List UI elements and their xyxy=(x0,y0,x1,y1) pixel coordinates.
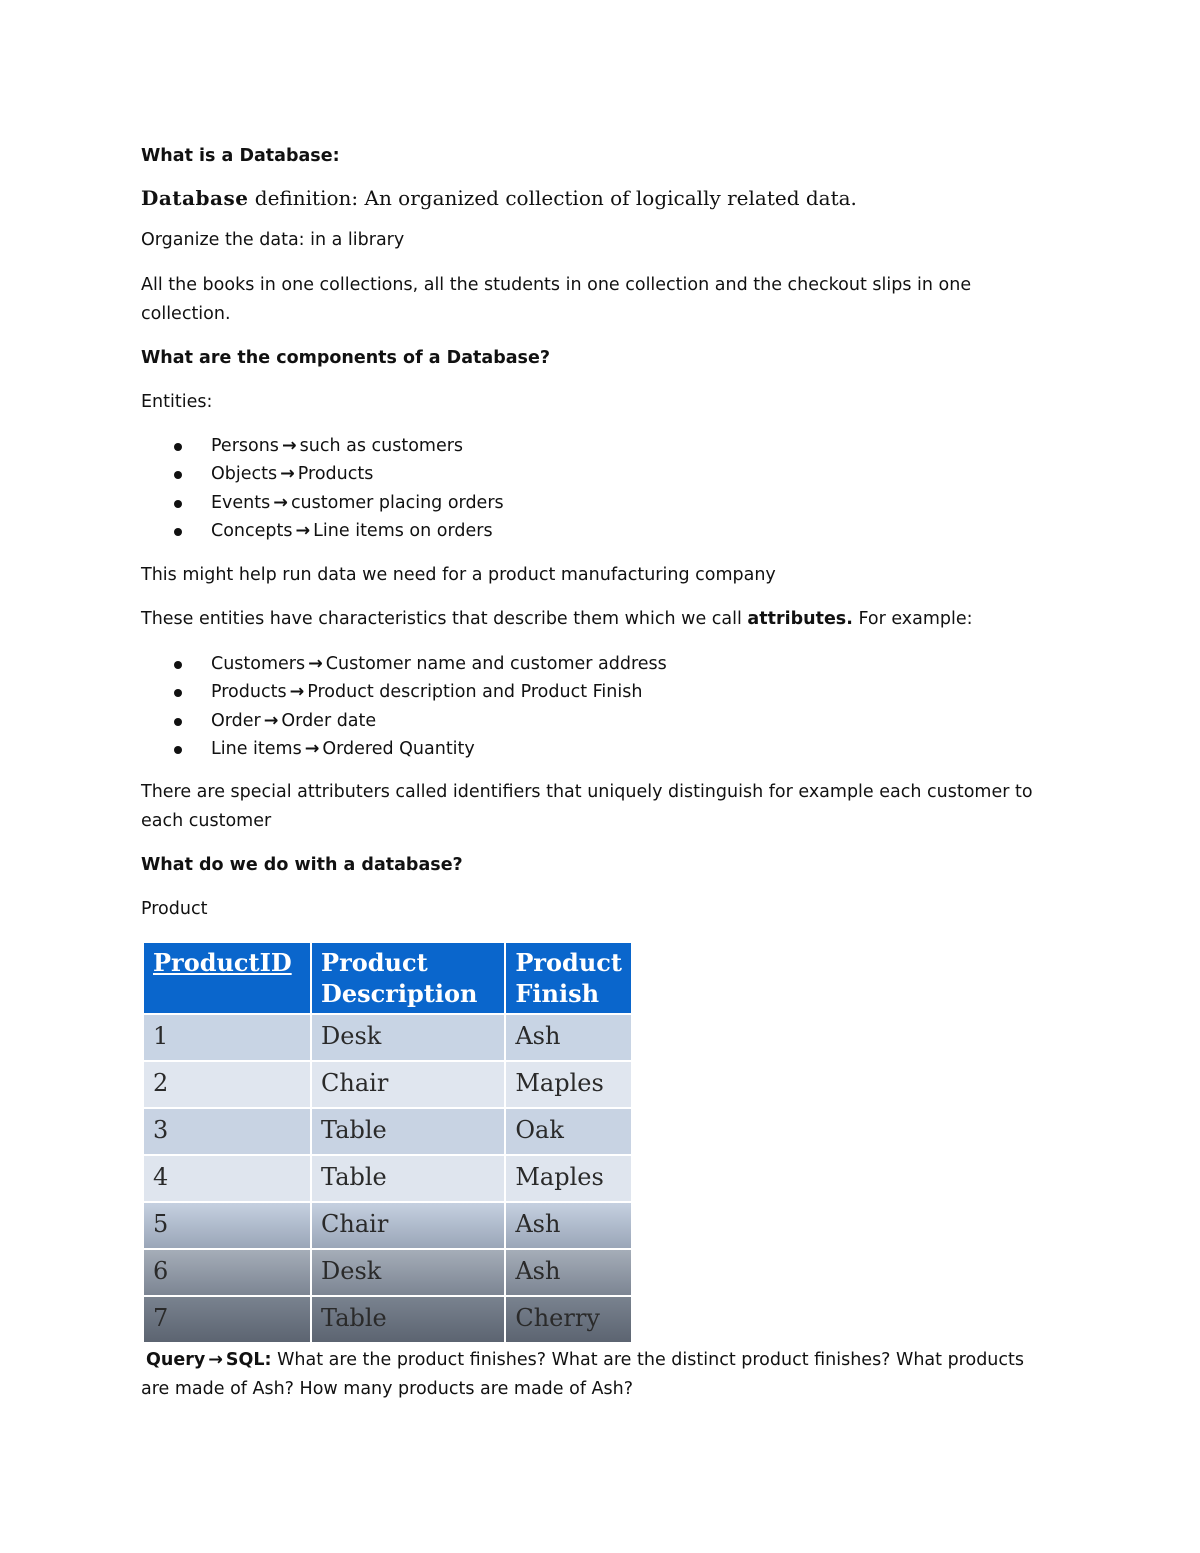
arrow-right-icon: → xyxy=(263,710,279,731)
sql-term: SQL: xyxy=(225,1350,272,1370)
arrow-right-icon: → xyxy=(273,492,288,513)
bullet-icon xyxy=(174,746,182,754)
list-item: Events → customer placing orders xyxy=(141,489,504,517)
definition-lead: Database xyxy=(141,186,249,210)
table-row: 7 Table Cherry xyxy=(143,1296,632,1343)
help-line: This might help run data we need for a product manufacturing company xyxy=(141,565,776,585)
table-row: 1 Desk Ash xyxy=(143,1014,632,1061)
arrow-right-icon: → xyxy=(281,436,297,456)
arrow-right-icon: → xyxy=(289,682,305,703)
product-label: Product xyxy=(141,899,208,919)
table-row: 3 Table Oak xyxy=(143,1108,632,1155)
arrow-right-icon: → xyxy=(304,738,320,759)
attributes-line: These entities have characteristics that describe them which we call attributes. For example: xyxy=(141,609,973,629)
list-item: Order → Order date xyxy=(141,707,667,735)
list-item: Customers → Customer name and customer address xyxy=(141,650,667,678)
list-item: Products → Product description and Product Finish xyxy=(141,678,667,706)
list-item: Concepts → Line items on orders xyxy=(141,517,504,545)
entities-list xyxy=(141,432,504,545)
database-definition xyxy=(141,184,857,213)
query-line-2: are made of Ash? How many products are made of Ash? xyxy=(141,1379,634,1399)
attributes-list xyxy=(141,650,667,763)
bullet-icon xyxy=(174,718,182,726)
header-productid: ProductID xyxy=(143,942,311,1014)
query-line-1: Query → SQL: What are the product finishes? What are the distinct product finishes? What products xyxy=(146,1350,1025,1370)
entities-label: Entities: xyxy=(141,392,213,412)
bullet-icon xyxy=(174,471,182,479)
organize-line: Organize the data: in a library xyxy=(141,230,405,250)
table-row: 5 Chair Ash xyxy=(143,1202,632,1249)
bullet-icon xyxy=(174,443,182,451)
bullet-icon xyxy=(174,528,182,536)
list-item: Objects → Products xyxy=(141,460,504,488)
list-item: Persons → such as customers xyxy=(141,432,504,460)
identifiers-line-1: There are special attributers called identifiers that uniquely distinguish for example each customer to xyxy=(141,782,1033,802)
bullet-icon xyxy=(174,500,182,508)
header-product-finish: Product Finish xyxy=(505,942,632,1014)
list-item: Line items → Ordered Quantity xyxy=(141,735,667,763)
attributes-term: attributes. xyxy=(747,609,853,629)
query-term: Query xyxy=(146,1350,206,1370)
definition-text: definition: An organized collection of logically related data. xyxy=(248,186,857,210)
collections-line-1: All the books in one collections, all the students in one collection and the checkout slips in one xyxy=(141,275,972,295)
arrow-right-icon: → xyxy=(208,1350,223,1370)
arrow-right-icon: → xyxy=(280,464,295,485)
heading-what-do-we-do: What do we do with a database? xyxy=(141,855,463,875)
heading-what-is-database: What is a Database: xyxy=(141,146,340,166)
bullet-icon xyxy=(174,689,182,697)
identifiers-line-2: each customer xyxy=(141,811,272,831)
table-row: 6 Desk Ash xyxy=(143,1249,632,1296)
arrow-right-icon: → xyxy=(308,654,323,674)
arrow-right-icon: → xyxy=(295,520,311,541)
table-row: 2 Chair Maples xyxy=(143,1061,632,1108)
product-table xyxy=(142,941,633,1344)
bullet-icon xyxy=(174,661,182,669)
table-header-row xyxy=(143,942,632,1014)
table-row: 4 Table Maples xyxy=(143,1155,632,1202)
heading-components: What are the components of a Database? xyxy=(141,348,550,368)
collections-line-2: collection. xyxy=(141,304,231,324)
header-product-description: Product Description xyxy=(311,942,505,1014)
